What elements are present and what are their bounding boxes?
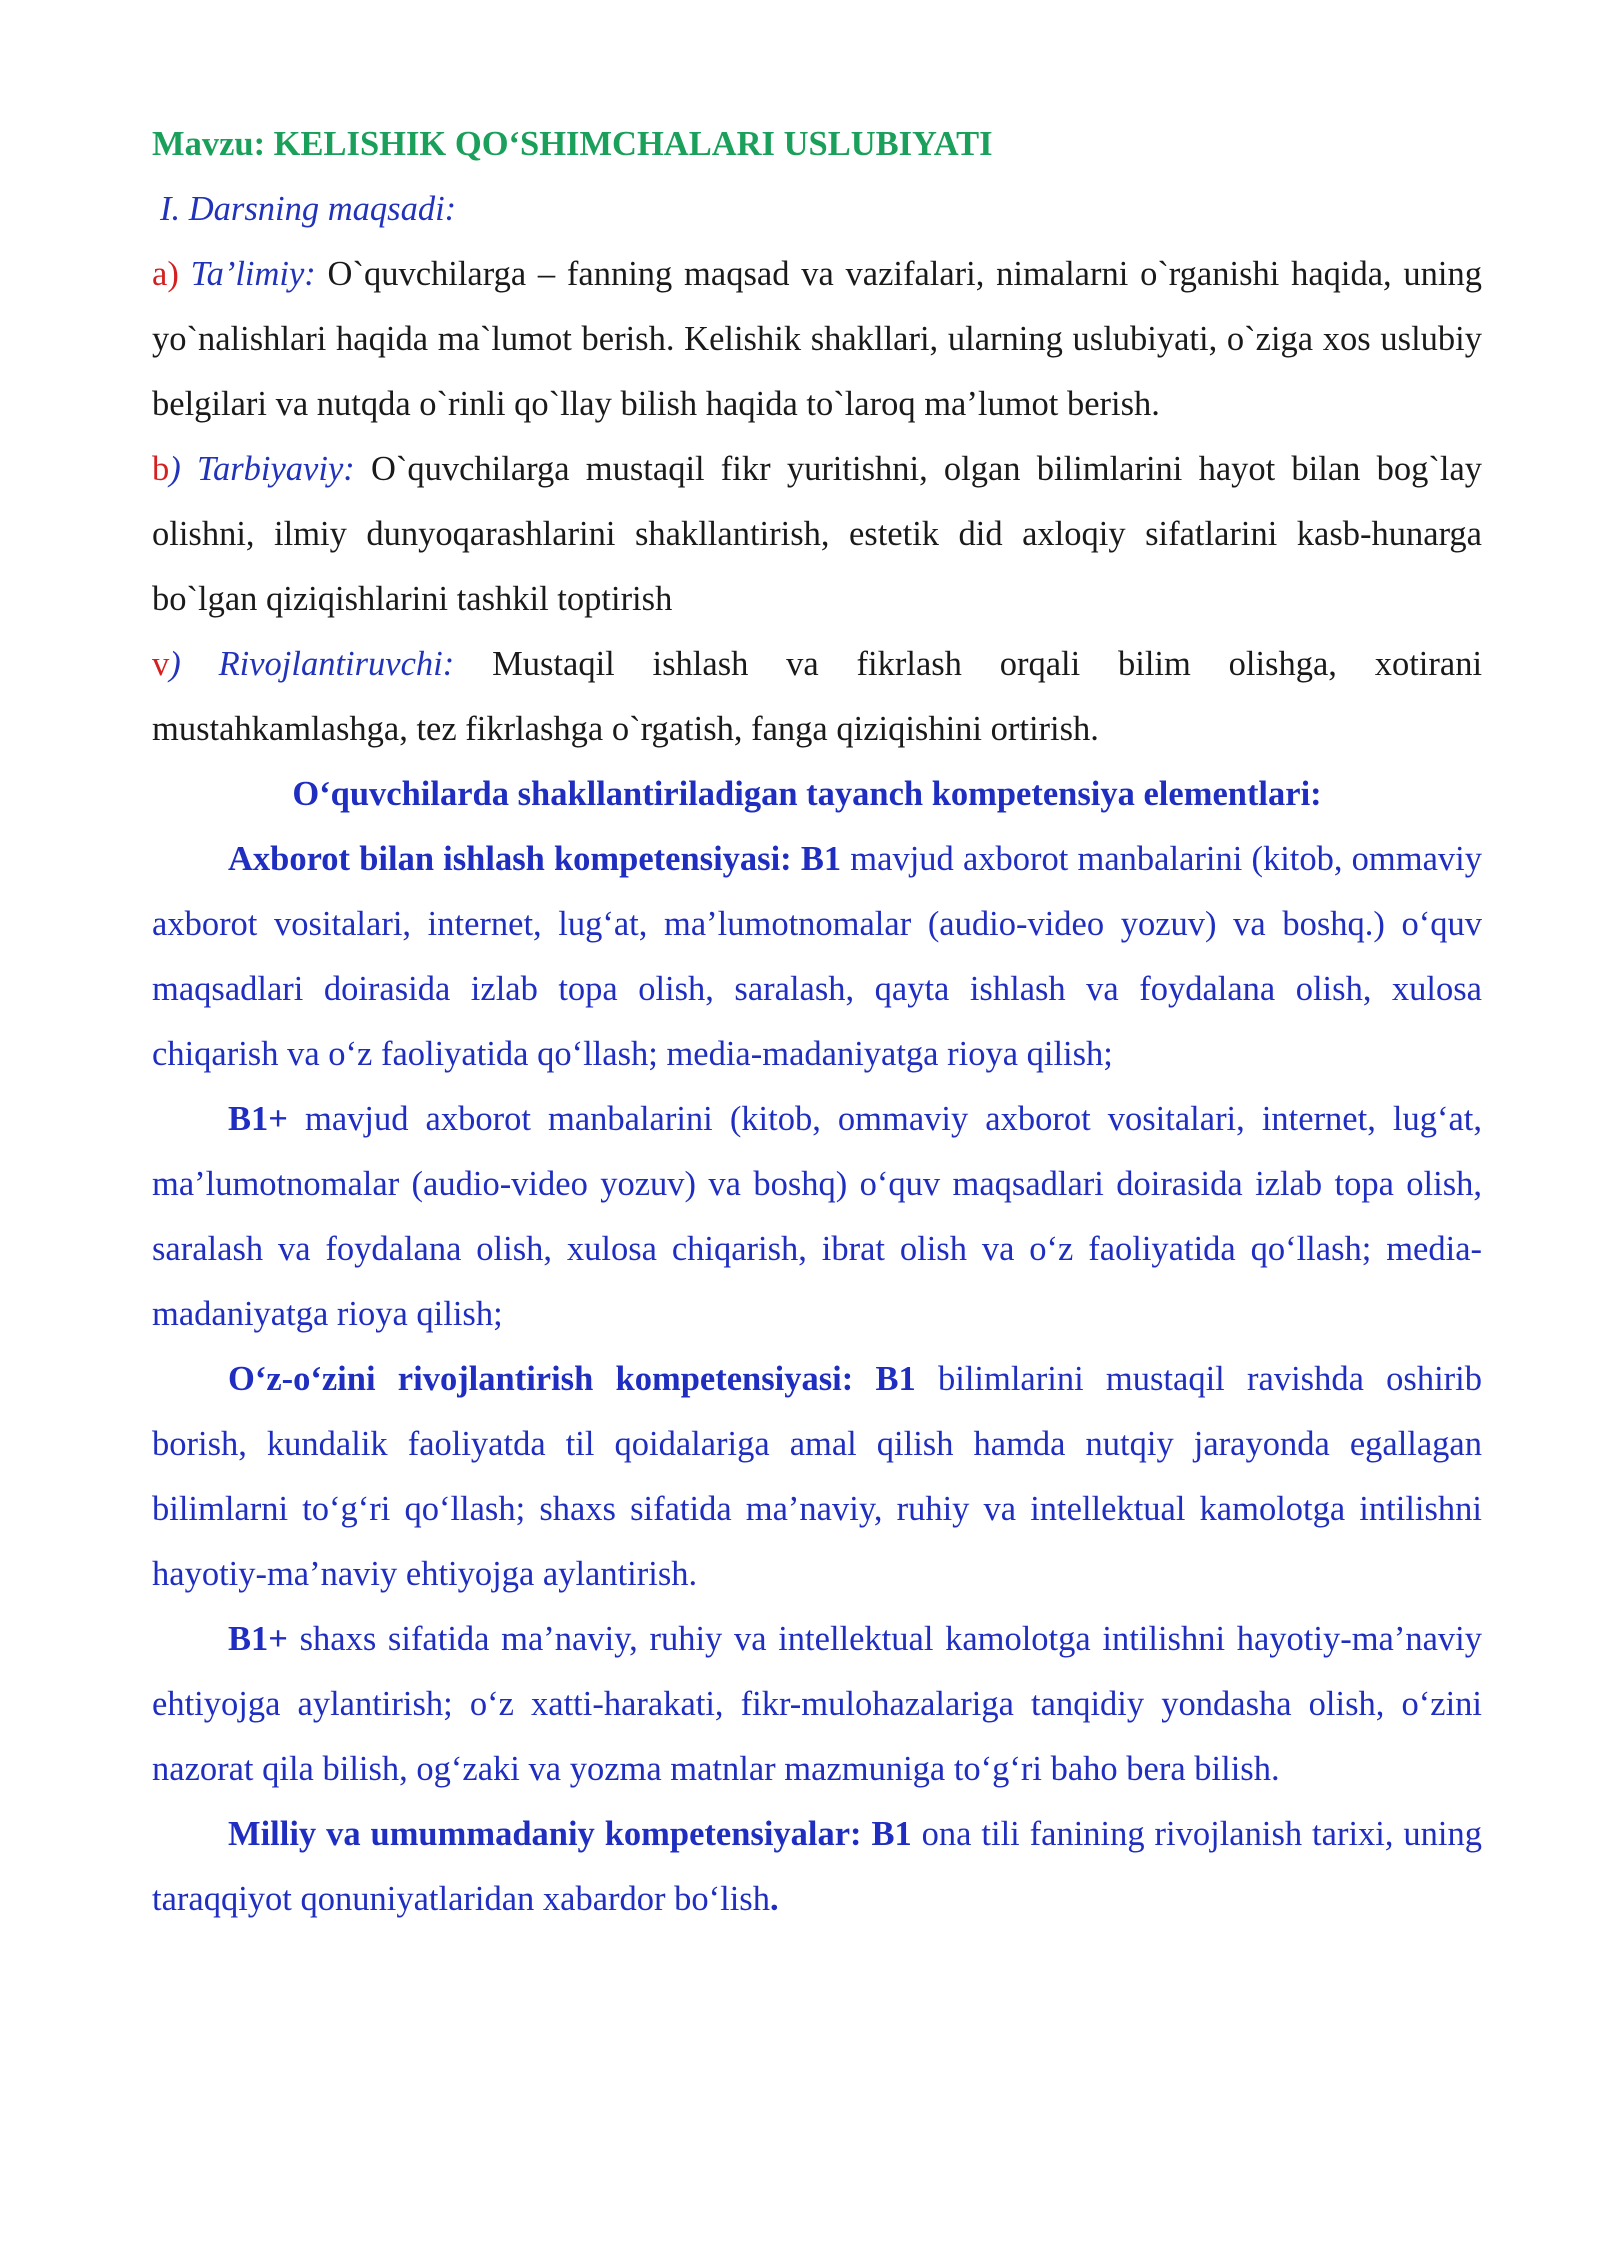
goal-letter-suffix: )	[169, 450, 181, 488]
goal-letter: a)	[152, 255, 179, 293]
competency-paragraph	[152, 1347, 1482, 1607]
page-title: Mavzu: KELISHIK QO‘SHIMCHALARI USLUBIYATI	[152, 125, 993, 163]
goal-letter: v	[152, 645, 170, 683]
goal-letter: b	[152, 450, 170, 488]
goal-developmental	[152, 632, 1482, 762]
goals-heading	[152, 177, 1482, 242]
goals-heading-number: I.	[160, 190, 181, 228]
competency-paragraph	[152, 1802, 1482, 1932]
goal-letter-suffix: )	[169, 645, 181, 683]
competency-title: Axborot bilan ishlash kompetensiyasi: B1	[228, 840, 842, 878]
goals-heading-text: Darsning maqsadi:	[188, 190, 457, 228]
competency-text: mavjud axborot manbalarini (kitob, ommaviy axborot vositalari, internet, lug‘at, ma’lumotnomalar (audio-video yozuv) va boshq) o‘quv maqsadlari doirasida izlab topa olish, saralash va foydalana olish, xulosa chiqarish, ibrat olish va o‘z faoliyatida qo‘llash; media-madaniyatga rioya qilish;	[152, 1100, 1482, 1333]
competencies-heading: O‘quvchilarda shakllantiriladigan tayanch kompetensiya elementlari:	[292, 775, 1322, 813]
goal-text: O`quvchilarga mustaqil fikr yuritishni, olgan bilimlarini hayot bilan bog`lay olishni, ilmiy dunyoqarashlarini shakllantirish, estetik did axloqiy sifatlarini kasb-hunarga bo`lgan qiziqishlarini tashkil toptirish	[152, 450, 1483, 618]
goal-text: Mustaqil ishlash va fikrlash orqali bilim olishga, xotirani mustahkamlashga, tez fikrlashga o`rgatish, fanga qiziqishini ortirish.	[152, 645, 1483, 748]
competency-title: B1+	[228, 1100, 288, 1138]
goal-label: Rivojlantiruvchi:	[218, 645, 455, 683]
goal-label: Ta’limiy:	[190, 255, 316, 293]
goal-educational	[152, 242, 1482, 437]
competency-text: ona tili fanining rivojlanish tarixi, uning taraqqiyot qonuniyatlaridan xabardor bo‘lish	[152, 1815, 1482, 1918]
competency-text: mavjud axborot manbalarini (kitob, ommaviy axborot vositalari, internet, lug‘at, ma’lumotnomalar (audio-video yozuv) va boshq.) o‘quv maqsadlari doirasida izlab topa olish, saralash, qayta ishlash va foydalana olish, xulosa chiqarish va o‘z faoliyatida qo‘llash; media-madaniyatga rioya qilish;	[152, 840, 1482, 1073]
goal-upbringing	[152, 437, 1482, 632]
competency-title: Milliy va umummadaniy kompetensiyalar: B1	[228, 1815, 912, 1853]
competency-trailing: .	[769, 1880, 779, 1918]
competency-title: O‘z-o‘zini rivojlantirish kompetensiyasi: B1	[228, 1360, 916, 1398]
competency-paragraph	[152, 1607, 1482, 1802]
competency-paragraph	[152, 827, 1482, 1087]
goal-label: Tarbiyaviy:	[196, 450, 355, 488]
competency-text: bilimlarini mustaqil ravishda oshirib borish, kundalik faoliyatda til qoidalariga amal qilish hamda nutqiy jarayonda egallagan bilimlarni to‘g‘ri qo‘llash; shaxs sifatida ma’naviy, ruhiy va intellektual kamolotga intilishni hayotiy-ma’naviy ehtiyojga aylantirish.	[152, 1360, 1482, 1593]
goal-text: O`quvchilarga – fanning maqsad va vazifalari, nimalarni o`rganishi haqida, uning yo`nalishlari haqida ma`lumot berish. Kelishik shakllari, ularning uslubiyati, o`ziga xos uslubiy belgilari va nutqda o`rinli qo`llay bilish haqida to`laroq ma’lumot berish.	[152, 255, 1482, 423]
competency-paragraph	[152, 1087, 1482, 1347]
competency-text: shaxs sifatida ma’naviy, ruhiy va intellektual kamolotga intilishni hayotiy-ma’naviy ehtiyojga aylantirish; o‘z xatti-harakati, fikr-mulohazalariga tanqidiy yondasha olish, o‘zini nazorat qila bilish, og‘zaki va yozma matnlar mazmuniga to‘g‘ri baho bera bilish.	[152, 1620, 1482, 1788]
competency-title: B1+	[228, 1620, 288, 1658]
